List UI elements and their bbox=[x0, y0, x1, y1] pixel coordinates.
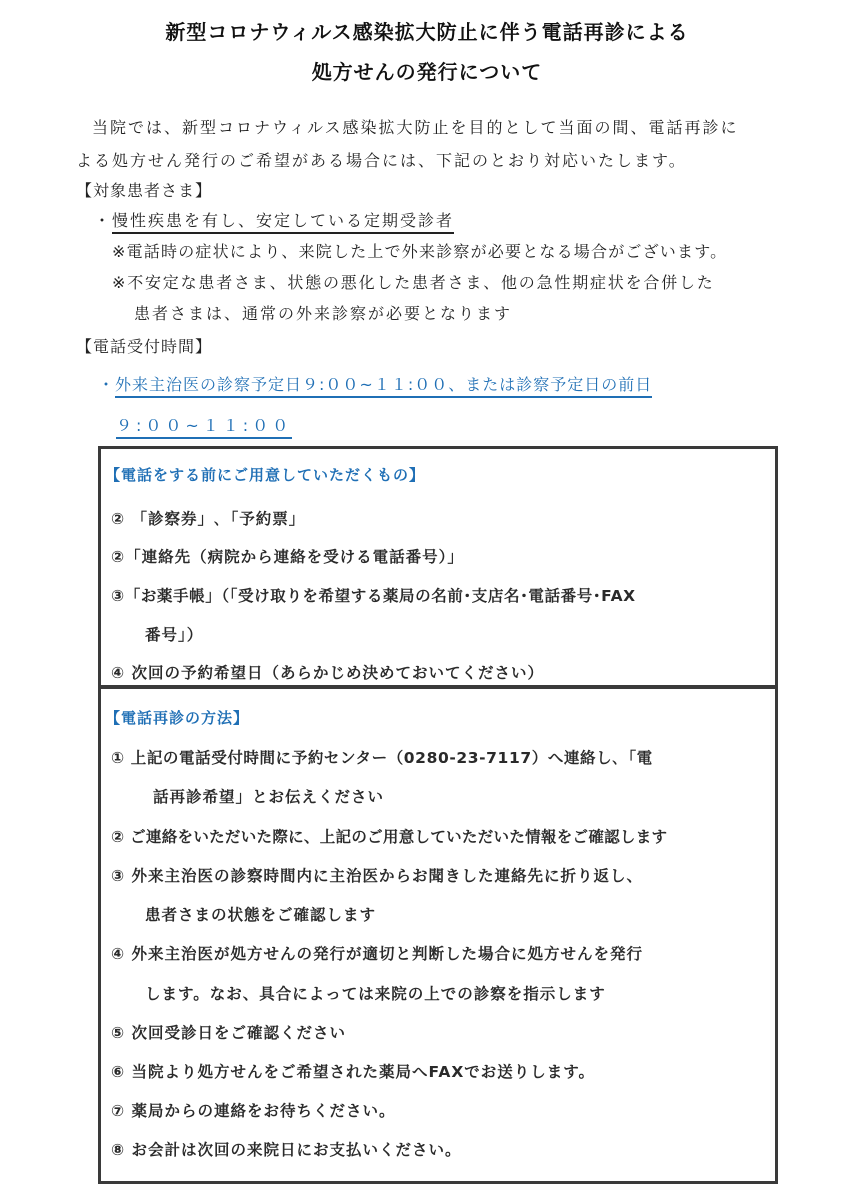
target-item bbox=[94, 208, 454, 231]
hours-text1: 外来主治医の診察予定日９:００~１１:００、または診察予定日の前日 bbox=[115, 375, 652, 398]
method-item-3: ③ 外来主治医の診察時間内に主治医からお聞きした連絡先に折り返し、 bbox=[111, 867, 644, 885]
hours-heading: 【電話受付時間】 bbox=[76, 337, 213, 356]
page-title-line2: 処方せんの発行について bbox=[311, 60, 543, 84]
method-box bbox=[98, 686, 778, 1184]
prepare-item-1: ② 「診察券」､「予約票」 bbox=[111, 510, 306, 528]
prepare-item-4: ④ 次回の予約希望日（あらかじめ決めておいてください） bbox=[111, 664, 545, 682]
hours-line1 bbox=[98, 372, 652, 395]
method-item-1-cont: 話再診希望」とお伝えください bbox=[153, 788, 385, 806]
prepare-item-3: ③「お薬手帳」（「受け取りを希望する薬局の名前･支店名･電話番号･FAX bbox=[111, 587, 636, 605]
method-title: 【電話再診の方法】 bbox=[105, 709, 250, 727]
hours-line2 bbox=[116, 413, 292, 436]
method-item-4-cont: します。なお、具合によっては来院の上での診察を指示します bbox=[145, 985, 606, 1003]
prepare-box bbox=[98, 446, 778, 688]
method-item-7: ⑦ 薬局からの連絡をお待ちください。 bbox=[111, 1102, 396, 1120]
target-note2-line1: ※不安定な患者さま、状態の悪化した患者さま、他の急性期症状を合併した bbox=[112, 273, 715, 292]
method-item-3-cont: 患者さまの状態をご確認します bbox=[145, 906, 377, 924]
prepare-item-2: ②「連絡先（病院から連絡を受ける電話番号）」 bbox=[111, 548, 464, 566]
method-item-6: ⑥ 当院より処方せんをご希望された薬局へFAXでお送りします。 bbox=[111, 1063, 596, 1081]
target-bullet: ・ bbox=[94, 211, 113, 230]
prepare-item-3-cont: 番号」） bbox=[145, 626, 204, 644]
target-note2-line2: 患者さまは、通常の外来診察が必要となります bbox=[134, 304, 513, 323]
target-main: 慢性疾患を有し、安定している定期受診者 bbox=[112, 211, 454, 234]
page-title-line1: 新型コロナウィルス感染拡大防止に伴う電話再診による bbox=[165, 20, 689, 44]
method-item-4: ④ 外来主治医が処方せんの発行が適切と判断した場合に処方せんを発行 bbox=[111, 945, 644, 963]
method-item-1: ① 上記の電話受付時間に予約センター（0280-23-7117）へ連絡し､「電 bbox=[111, 749, 653, 767]
method-item-8: ⑧ お会計は次回の来院日にお支払いください。 bbox=[111, 1141, 462, 1159]
prepare-title: 【電話をする前にご用意していただくもの】 bbox=[105, 466, 426, 484]
hours-bullet: ・ bbox=[98, 375, 116, 394]
intro-line2: よる処方せん発行のご希望がある場合には、下記のとおり対応いたします。 bbox=[76, 151, 687, 170]
intro-line1: 当院では、新型コロナウィルス感染拡大防止を目的として当面の間、電話再診に bbox=[92, 118, 739, 137]
method-item-2: ② ご連絡をいただいた際に、上記のご用意していただいた情報をご確認します bbox=[111, 828, 668, 846]
hours-text2: ９:００~１１:００ bbox=[116, 416, 292, 439]
target-note1: ※電話時の症状により、来院した上で外来診察が必要となる場合がございます。 bbox=[112, 242, 728, 261]
method-item-5: ⑤ 次回受診日をご確認ください bbox=[111, 1024, 347, 1042]
target-heading: 【対象患者さま】 bbox=[76, 181, 213, 200]
